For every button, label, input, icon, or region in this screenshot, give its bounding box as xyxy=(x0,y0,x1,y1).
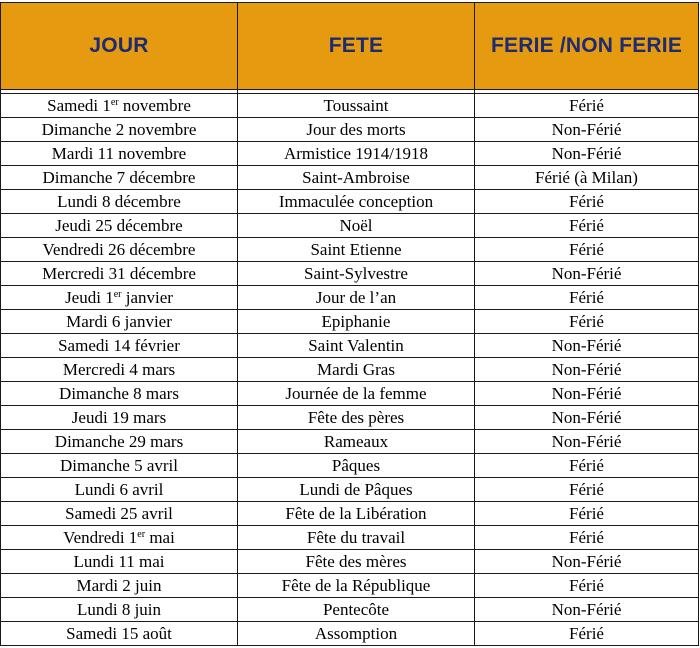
table-row xyxy=(1,502,699,526)
cell-statut: Férié xyxy=(475,574,699,598)
cell-fete: Saint Valentin xyxy=(238,334,475,358)
cell-fete: Journée de la femme xyxy=(238,382,475,406)
cell-fete: Rameaux xyxy=(238,430,475,454)
cell-statut: Férié (à Milan) xyxy=(475,166,699,190)
cell-jour xyxy=(1,262,238,286)
table-row xyxy=(1,94,699,118)
jour-text: Mercredi 4 mars xyxy=(62,360,176,379)
cell-statut: Férié xyxy=(475,526,699,550)
cell-statut: Férié xyxy=(475,94,699,118)
jour-text: Dimanche 8 mars xyxy=(59,384,179,403)
jour-text: Dimanche 7 décembre xyxy=(42,168,196,187)
jour-text: Jeudi 19 mars xyxy=(71,408,167,427)
cell-fete: Noël xyxy=(238,214,475,238)
table-row xyxy=(1,622,699,646)
table-row xyxy=(1,598,699,622)
cell-jour xyxy=(1,502,238,526)
header-jour: JOUR xyxy=(1,3,238,90)
table-row xyxy=(1,454,699,478)
jour-month-text: janvier xyxy=(121,288,173,307)
jour-text: Lundi 8 décembre xyxy=(57,192,181,211)
cell-fete: Fête des pères xyxy=(238,406,475,430)
jour-month-text: novembre xyxy=(118,96,191,115)
jour-ordinal-suffix: er xyxy=(137,529,146,540)
cell-fete: Saint-Sylvestre xyxy=(238,262,475,286)
cell-fete: Armistice 1914/1918 xyxy=(238,142,475,166)
holidays-table xyxy=(0,2,699,646)
cell-fete: Toussaint xyxy=(238,94,475,118)
table-row xyxy=(1,358,699,382)
jour-text: Vendredi 1 xyxy=(63,528,138,547)
cell-fete: Jour des morts xyxy=(238,118,475,142)
table-body xyxy=(1,90,699,646)
cell-fete: Assomption xyxy=(238,622,475,646)
table-row xyxy=(1,190,699,214)
cell-statut: Férié xyxy=(475,622,699,646)
cell-statut: Férié xyxy=(475,286,699,310)
cell-jour xyxy=(1,214,238,238)
cell-jour xyxy=(1,238,238,262)
cell-statut: Non-Férié xyxy=(475,406,699,430)
cell-statut: Férié xyxy=(475,454,699,478)
holidays-table-container xyxy=(0,2,699,646)
cell-jour xyxy=(1,118,238,142)
cell-fete: Fête du travail xyxy=(238,526,475,550)
cell-statut: Non-Férié xyxy=(475,550,699,574)
cell-statut: Férié xyxy=(475,190,699,214)
cell-fete: Mardi Gras xyxy=(238,358,475,382)
cell-statut: Férié xyxy=(475,502,699,526)
jour-text: Dimanche 2 novembre xyxy=(41,120,197,139)
jour-text: Dimanche 5 avril xyxy=(59,456,178,475)
table-header-row xyxy=(1,3,699,90)
cell-jour xyxy=(1,334,238,358)
jour-text: Mardi 11 novembre xyxy=(51,144,187,163)
cell-jour xyxy=(1,310,238,334)
cell-fete: Fête de la République xyxy=(238,574,475,598)
cell-jour xyxy=(1,94,238,118)
cell-fete: Immaculée conception xyxy=(238,190,475,214)
cell-fete: Saint-Ambroise xyxy=(238,166,475,190)
cell-jour xyxy=(1,406,238,430)
cell-statut: Non-Férié xyxy=(475,142,699,166)
cell-statut: Férié xyxy=(475,214,699,238)
table-row xyxy=(1,334,699,358)
header-ferie: FERIE /NON FERIE xyxy=(475,3,699,90)
jour-text: Jeudi 25 décembre xyxy=(55,216,183,235)
cell-jour xyxy=(1,358,238,382)
cell-fete: Pentecôte xyxy=(238,598,475,622)
jour-text: Samedi 15 août xyxy=(66,624,172,643)
jour-text: Mardi 2 juin xyxy=(76,576,162,595)
cell-statut: Férié xyxy=(475,310,699,334)
cell-jour xyxy=(1,430,238,454)
cell-fete: Fête de la Libération xyxy=(238,502,475,526)
cell-jour xyxy=(1,286,238,310)
cell-jour xyxy=(1,550,238,574)
jour-text: Lundi 11 mai xyxy=(73,552,165,571)
cell-statut: Férié xyxy=(475,238,699,262)
cell-jour xyxy=(1,478,238,502)
jour-text: Dimanche 29 mars xyxy=(54,432,184,451)
cell-fete: Pâques xyxy=(238,454,475,478)
table-row xyxy=(1,238,699,262)
cell-jour xyxy=(1,382,238,406)
cell-statut: Non-Férié xyxy=(475,598,699,622)
table-row xyxy=(1,478,699,502)
header-fete: FETE xyxy=(238,3,475,90)
jour-text: Samedi 25 avril xyxy=(65,504,173,523)
cell-statut: Non-Férié xyxy=(475,334,699,358)
cell-fete: Saint Etienne xyxy=(238,238,475,262)
table-row xyxy=(1,262,699,286)
cell-fete: Jour de l’an xyxy=(238,286,475,310)
table-row xyxy=(1,286,699,310)
table-row xyxy=(1,214,699,238)
table-row xyxy=(1,166,699,190)
cell-fete: Fête des mères xyxy=(238,550,475,574)
cell-fete: Epiphanie xyxy=(238,310,475,334)
cell-fete: Lundi de Pâques xyxy=(238,478,475,502)
table-row xyxy=(1,382,699,406)
cell-statut: Non-Férié xyxy=(475,358,699,382)
jour-text: Mardi 6 janvier xyxy=(66,312,172,331)
table-row xyxy=(1,118,699,142)
cell-jour xyxy=(1,190,238,214)
jour-ordinal-suffix: er xyxy=(113,289,122,300)
table-row xyxy=(1,574,699,598)
cell-jour xyxy=(1,574,238,598)
table-row xyxy=(1,406,699,430)
jour-month-text: mai xyxy=(145,528,175,547)
cell-statut: Non-Férié xyxy=(475,118,699,142)
table-row xyxy=(1,550,699,574)
cell-statut: Férié xyxy=(475,478,699,502)
jour-text: Vendredi 26 décembre xyxy=(42,240,196,259)
table-row xyxy=(1,310,699,334)
jour-text: Jeudi 1 xyxy=(65,288,114,307)
cell-jour xyxy=(1,598,238,622)
cell-jour xyxy=(1,454,238,478)
cell-jour xyxy=(1,526,238,550)
jour-text: Mercredi 31 décembre xyxy=(42,264,196,283)
jour-text: Lundi 8 juin xyxy=(76,600,162,619)
jour-ordinal-suffix: er xyxy=(110,97,119,108)
cell-jour xyxy=(1,166,238,190)
cell-jour xyxy=(1,142,238,166)
cell-statut: Non-Férié xyxy=(475,262,699,286)
jour-text: Lundi 6 avril xyxy=(74,480,164,499)
jour-text: Samedi 1 xyxy=(47,96,111,115)
cell-statut: Non-Férié xyxy=(475,430,699,454)
table-row xyxy=(1,142,699,166)
cell-statut: Non-Férié xyxy=(475,382,699,406)
table-row xyxy=(1,526,699,550)
table-row xyxy=(1,430,699,454)
cell-jour xyxy=(1,622,238,646)
jour-text: Samedi 14 février xyxy=(58,336,180,355)
